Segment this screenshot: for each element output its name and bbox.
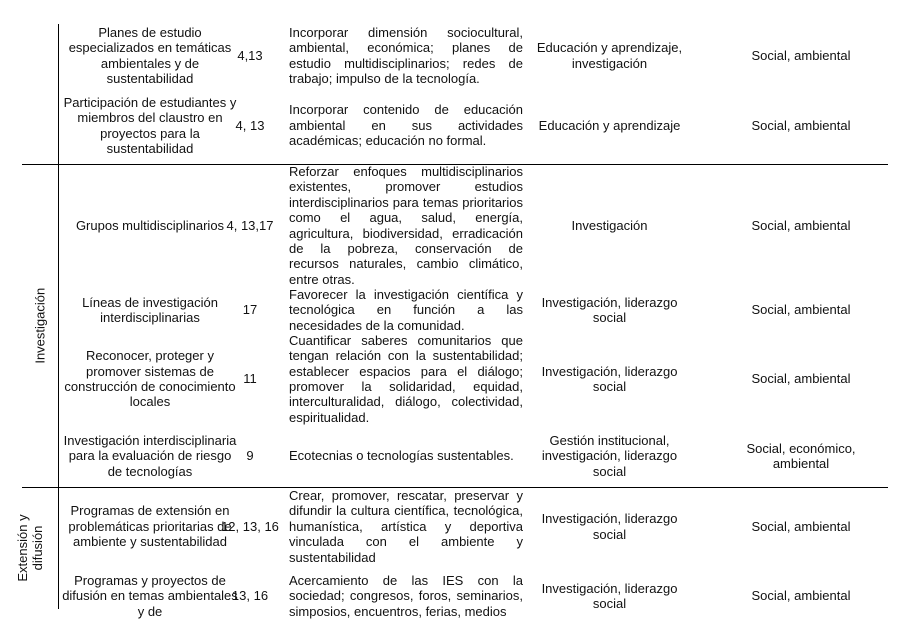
program-cell xyxy=(62,488,238,565)
table-row xyxy=(0,565,920,627)
program-cell xyxy=(62,164,238,287)
dimension-cell xyxy=(720,287,882,333)
refs-cell xyxy=(220,287,280,333)
area-cell xyxy=(527,164,692,287)
area-cell xyxy=(527,333,692,425)
area-cell-text: Investigación, liderazgo social xyxy=(541,580,678,611)
dimension-cell xyxy=(720,333,882,425)
table-row xyxy=(0,333,920,425)
section-label-investigacion: Investigación xyxy=(32,287,48,364)
refs-cell-text: 9 xyxy=(246,448,254,464)
program-cell-text: Líneas de investigación interdisciplinarias xyxy=(82,294,218,325)
refs-cell-text: 11 xyxy=(243,371,257,387)
program-cell xyxy=(62,287,238,333)
area-cell xyxy=(527,565,692,627)
refs-cell xyxy=(220,87,280,164)
table-row xyxy=(0,425,920,487)
area-cell xyxy=(527,24,692,87)
refs-cell xyxy=(220,488,280,565)
program-cell-text: Investigación interdisciplinaria para la evaluación de riesgo de tecnologías xyxy=(63,432,237,479)
actions-cell-text: Acercamiento de las IES con la sociedad; congresos, foros, seminarios, simposios, encuentros, ferias, medios xyxy=(289,572,523,619)
actions-cell xyxy=(289,333,523,425)
program-cell xyxy=(62,565,238,627)
table-row xyxy=(0,488,920,565)
program-cell xyxy=(62,87,238,164)
dimension-cell xyxy=(720,488,882,565)
refs-cell xyxy=(220,425,280,487)
actions-cell xyxy=(289,488,523,565)
program-cell-text: Programas y proyectos de difusión en temas ambientales y de xyxy=(62,572,238,619)
actions-cell xyxy=(289,87,523,164)
dimension-cell xyxy=(720,164,882,287)
section-label-extension: Extensión y difusión xyxy=(15,514,45,582)
actions-cell xyxy=(289,24,523,87)
actions-cell xyxy=(289,164,523,287)
area-cell-text: Investigación, liderazgo social xyxy=(541,363,678,394)
program-cell-text: Participación de estudiantes y miembros del claustro en proyectos para la sustentabilidad xyxy=(63,94,237,156)
dimension-cell-text: Social, ambiental xyxy=(751,371,851,387)
actions-cell xyxy=(289,425,523,487)
dimension-cell-text: Social, económico, ambiental xyxy=(746,440,856,471)
refs-cell-text: 4, 13 xyxy=(235,117,265,133)
program-cell-text: Programas de extensión en problemáticas prioritarias de ambiente y sustentabilidad xyxy=(68,503,232,550)
table-row xyxy=(0,87,920,164)
program-cell xyxy=(62,24,238,87)
refs-cell xyxy=(220,164,280,287)
actions-cell-text: Incorporar contenido de educación ambiental en sus actividades académicas; educación no formal. xyxy=(289,102,523,149)
table-row xyxy=(0,164,920,287)
program-cell-text: Grupos multidisciplinarios xyxy=(75,217,225,233)
area-cell-text: Investigación xyxy=(571,217,648,233)
dimension-cell xyxy=(720,425,882,487)
actions-cell-text: Cuantificar saberes comunitarios que tengan relación con la sustentabilidad; establecer espacios para el diálogo; promover la solidaridad, equidad, interculturalidad, diálogo, colectividad, espiritualidad. xyxy=(289,332,523,425)
actions-cell-text: Crear, promover, rescatar, preservar y difundir la cultura científica, tecnológica, humanística, artística y deportiva vinculada con el ambiente y sustentabilidad xyxy=(289,487,523,565)
refs-cell-text: 4, 13,17 xyxy=(226,217,274,233)
actions-cell-text: Reforzar enfoques multidisciplinarios existentes, promover estudios interdisciplinarios para temas prioritarios como el agua, salud, energía, agricultura, biodiversidad, erradicación de la pobreza, conservación de recursos naturales, cambio climático, entre otras. xyxy=(289,163,523,287)
area-cell-text: Gestión institucional, investigación, liderazgo social xyxy=(541,432,678,479)
dimension-cell-text: Social, ambiental xyxy=(751,217,851,233)
dimension-cell-text: Social, ambiental xyxy=(751,117,851,133)
area-cell xyxy=(527,488,692,565)
dimension-cell xyxy=(720,24,882,87)
actions-cell-text: Ecotecnias o tecnologías sustentables. xyxy=(289,448,514,464)
area-cell-text: Investigación, liderazgo social xyxy=(541,511,678,542)
area-cell-text: Educación y aprendizaje, investigación xyxy=(536,40,683,71)
actions-cell-text: Favorecer la investigación científica y tecnológica en función a las necesidades de la comunidad. xyxy=(289,286,523,333)
refs-cell-text: 13, 16 xyxy=(231,588,269,604)
refs-cell xyxy=(220,333,280,425)
refs-cell xyxy=(220,24,280,87)
area-cell-text: Investigación, liderazgo social xyxy=(541,294,678,325)
refs-cell-text: 12, 13, 16 xyxy=(221,518,279,534)
table-row xyxy=(0,24,920,87)
program-cell xyxy=(62,425,238,487)
program-cell xyxy=(62,333,238,425)
dimension-cell-text: Social, ambiental xyxy=(751,588,851,604)
area-cell xyxy=(527,87,692,164)
area-cell xyxy=(527,425,692,487)
area-cell xyxy=(527,287,692,333)
dimension-cell-text: Social, ambiental xyxy=(751,518,851,534)
dimension-cell-text: Social, ambiental xyxy=(751,302,851,318)
actions-cell xyxy=(289,565,523,627)
refs-cell-text: 4,13 xyxy=(237,47,263,63)
actions-cell xyxy=(289,287,523,333)
actions-cell-text: Incorporar dimensión sociocultural, ambiental, económica; planes de estudio multidisciplinarios; redes de trabajo; impulso de la tecnología. xyxy=(289,24,523,86)
area-cell-text: Educación y aprendizaje xyxy=(538,117,681,133)
dimension-cell xyxy=(720,87,882,164)
refs-cell xyxy=(220,565,280,627)
dimension-cell xyxy=(720,565,882,627)
refs-cell-text: 17 xyxy=(242,302,258,318)
program-cell-text: Planes de estudio especializados en temáticas ambientales y de sustentabilidad xyxy=(68,24,232,86)
dimension-cell-text: Social, ambiental xyxy=(751,47,851,63)
table-row xyxy=(0,287,920,333)
program-cell-text: Reconocer, proteger y promover sistemas de construcción de conocimiento locales xyxy=(64,348,236,410)
